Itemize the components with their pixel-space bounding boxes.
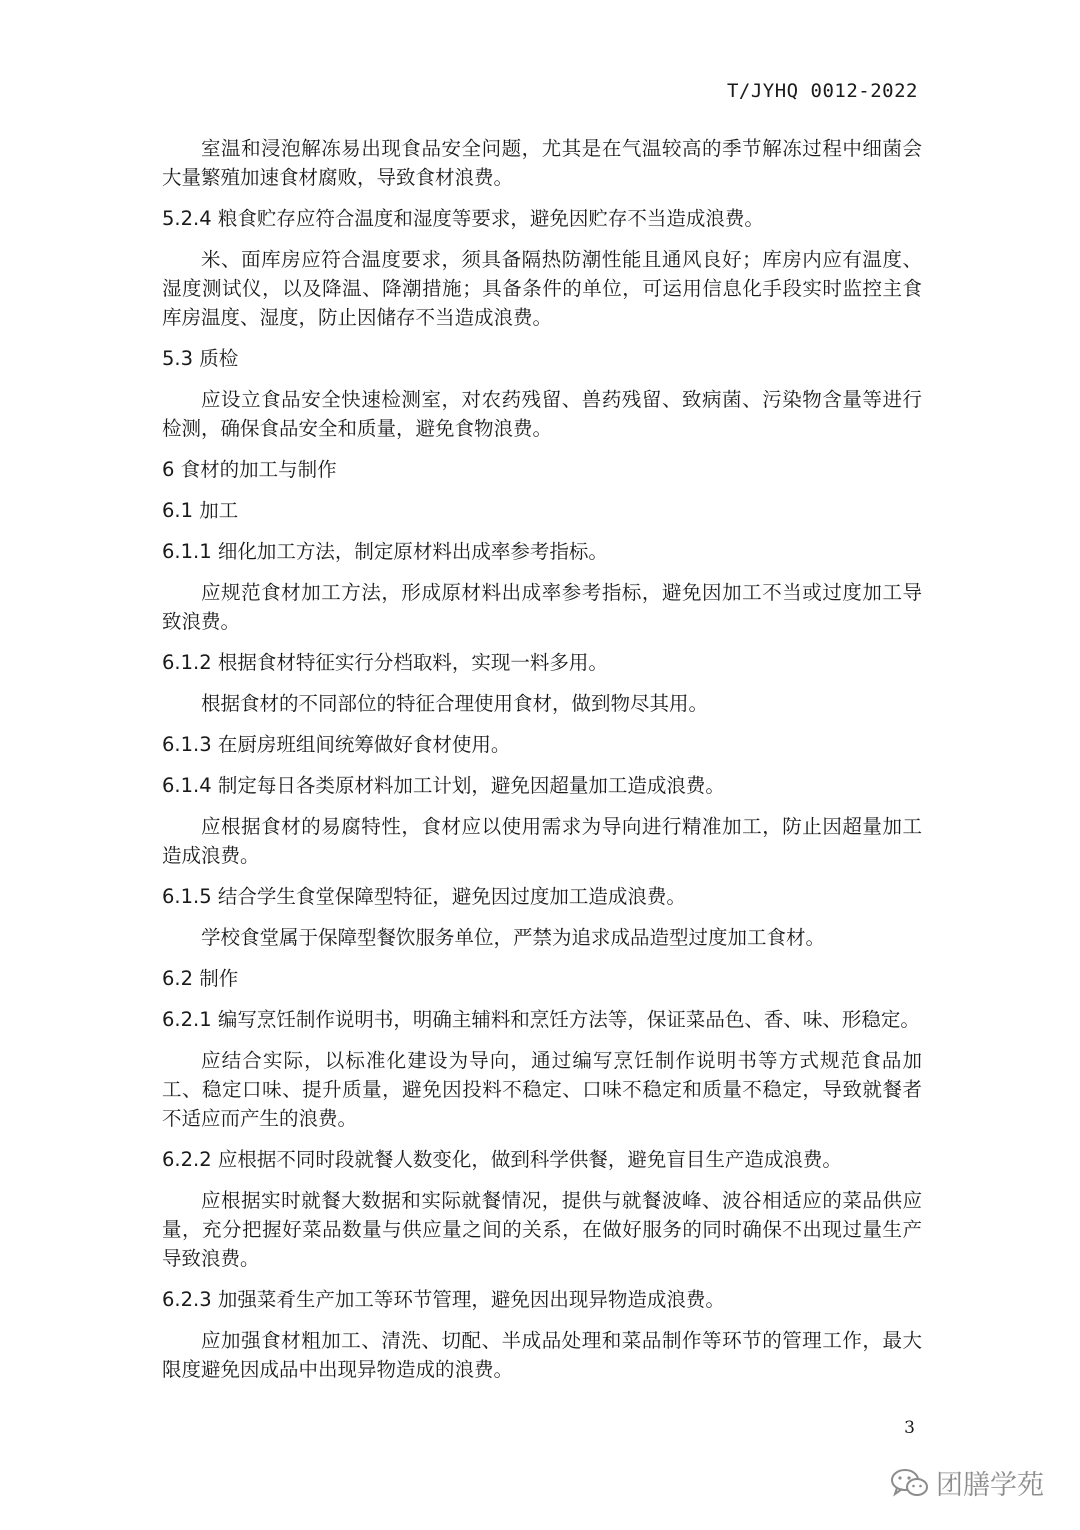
watermark (890, 1463, 1044, 1502)
clause-heading: 6.2.1 编写烹饪制作说明书，明确主辅料和烹饪方法等，保证菜品色、香、味、形稳定。 (162, 1008, 920, 1031)
paragraph: 应结合实际，以标准化建设为导向，通过编写烹饪制作说明书等方式规范食品加工、稳定口味、提升质量，避免因投料不稳定、口味不稳定和质量不稳定，导致就餐者不适应而产生的浪费。 (162, 1049, 922, 1130)
paragraph: 应加强食材粗加工、清洗、切配、半成品处理和菜品制作等环节的管理工作，最大限度避免因成品中出现异物造成的浪费。 (162, 1329, 922, 1381)
paragraph: 米、面库房应符合温度要求，须具备隔热防潮性能且通风良好；库房内应有温度、湿度测试仪，以及降温、降潮措施；具备条件的单位，可运用信息化手段实时监控主食库房温度、湿度，防止因储存不当造成浪费。 (162, 248, 922, 329)
page-number: 3 (904, 1418, 915, 1438)
document-code: T/JYHQ 0012-2022 (726, 80, 918, 102)
section-heading: 5.3 质检 (162, 347, 239, 370)
clause-heading: 6.2.2 应根据不同时段就餐人数变化，做到科学供餐，避免盲目生产造成浪费。 (162, 1148, 842, 1171)
paragraph: 应根据实时就餐大数据和实际就餐情况，提供与就餐波峰、波谷相适应的菜品供应量，充分把握好菜品数量与供应量之间的关系，在做好服务的同时确保不出现过量生产导致浪费。 (162, 1189, 922, 1270)
watermark-text: 团膳学苑 (936, 1470, 1044, 1501)
wechat-icon (890, 1467, 930, 1499)
chapter-heading: 6 食材的加工与制作 (162, 458, 337, 481)
body-text (162, 134, 922, 1396)
clause-heading: 6.2.3 加强菜肴生产加工等环节管理，避免因出现异物造成浪费。 (162, 1288, 725, 1311)
paragraph: 应规范食材加工方法，形成原材料出成率参考指标，避免因加工不当或过度加工导致浪费。 (162, 581, 922, 633)
paragraph: 根据食材的不同部位的特征合理使用食材，做到物尽其用。 (201, 692, 709, 715)
clause-heading: 6.1.1 细化加工方法，制定原材料出成率参考指标。 (162, 540, 608, 563)
clause-heading: 6.1.5 结合学生食堂保障型特征，避免因过度加工造成浪费。 (162, 885, 686, 908)
section-heading: 6.2 制作 (162, 967, 239, 990)
clause-heading: 6.1.4 制定每日各类原材料加工计划，避免因超量加工造成浪费。 (162, 774, 725, 797)
clause-heading: 6.1.3 在厨房班组间统筹做好食材使用。 (162, 733, 511, 756)
paragraph: 应根据食材的易腐特性，食材应以使用需求为导向进行精准加工，防止因超量加工造成浪费。 (162, 815, 922, 867)
clause-heading: 5.2.4 粮食贮存应符合温度和湿度等要求，避免因贮存不当造成浪费。 (162, 207, 764, 230)
paragraph: 室温和浸泡解冻易出现食品安全问题，尤其是在气温较高的季节解冻过程中细菌会大量繁殖加速食材腐败，导致食材浪费。 (162, 137, 922, 189)
paragraph: 学校食堂属于保障型餐饮服务单位，严禁为追求成品造型过度加工食材。 (201, 926, 826, 949)
paragraph: 应设立食品安全快速检测室，对农药残留、兽药残留、致病菌、污染物含量等进行检测，确保食品安全和质量，避免食物浪费。 (162, 388, 922, 440)
clause-heading: 6.1.2 根据食材特征实行分档取料，实现一料多用。 (162, 651, 608, 674)
section-heading: 6.1 加工 (162, 499, 239, 522)
